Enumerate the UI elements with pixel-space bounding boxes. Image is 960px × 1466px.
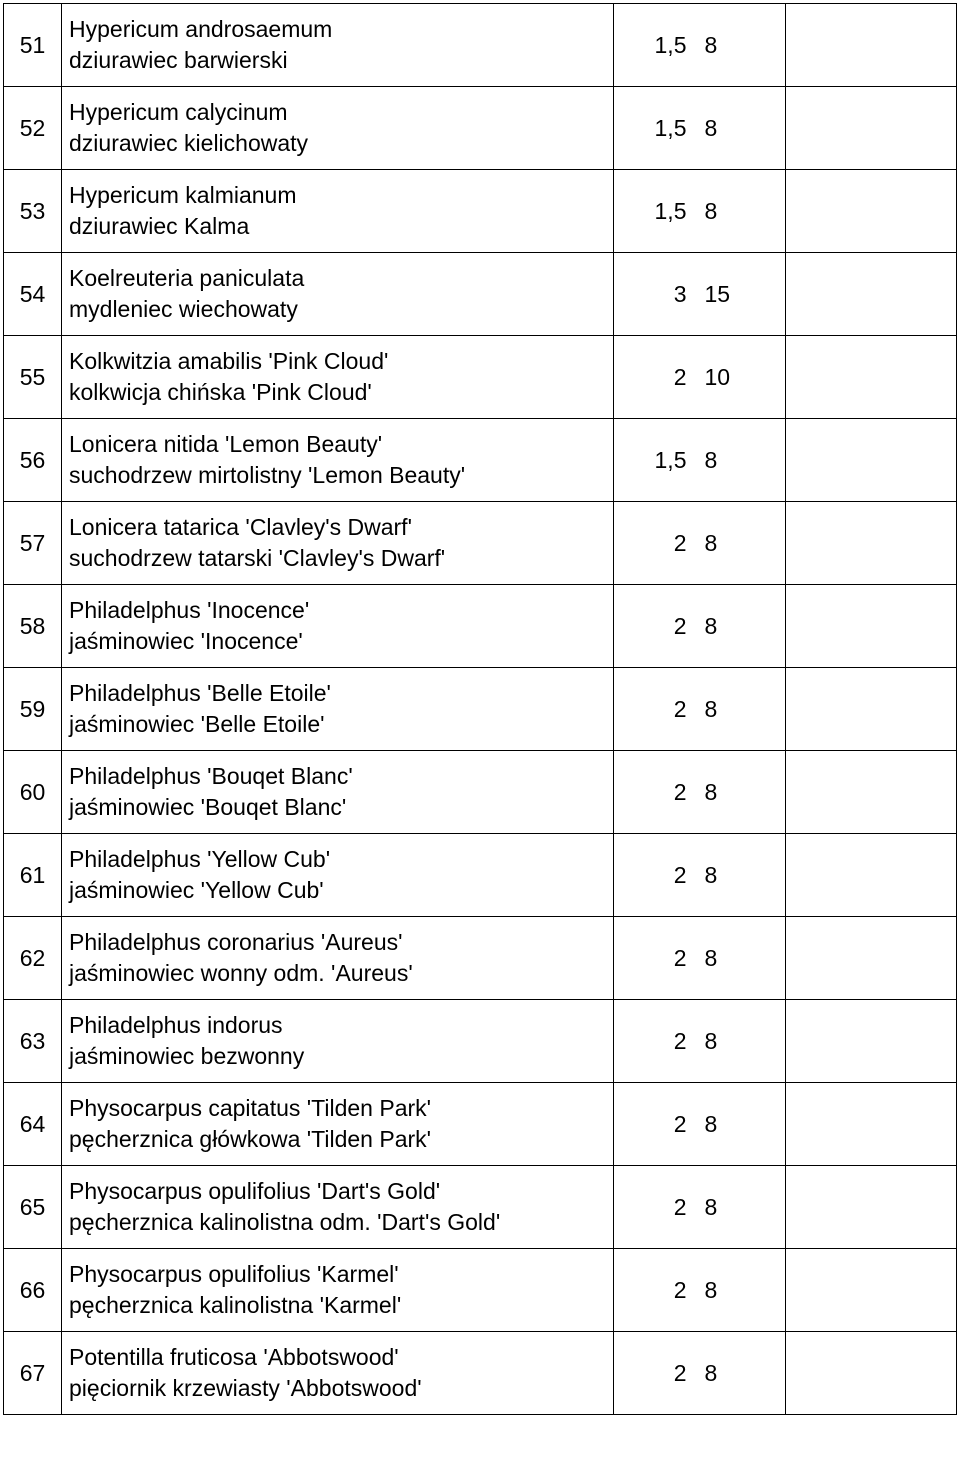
empty-cell	[786, 668, 957, 751]
polish-name: pęcherznica główkowa 'Tilden Park'	[69, 1126, 432, 1152]
row-number: 65	[4, 1166, 62, 1249]
polish-name: dziurawiec kielichowaty	[69, 130, 309, 156]
table-row	[4, 419, 957, 502]
table-row	[4, 336, 957, 419]
row-number: 53	[4, 170, 62, 253]
polish-name: pęcherznica kalinolistna 'Karmel'	[69, 1292, 402, 1318]
plant-name-cell	[62, 1000, 614, 1083]
empty-cell	[786, 87, 957, 170]
row-number: 62	[4, 917, 62, 1000]
empty-cell	[786, 917, 957, 1000]
plant-name-cell	[62, 87, 614, 170]
row-number: 66	[4, 1249, 62, 1332]
polish-name: pęcherznica kalinolistna odm. 'Dart's Gold'	[69, 1209, 501, 1235]
empty-cell	[786, 4, 957, 87]
empty-cell	[786, 1000, 957, 1083]
value-first: 2	[614, 1332, 695, 1415]
polish-name: pięciornik krzewiasty 'Abbotswood'	[69, 1375, 422, 1401]
table-row	[4, 170, 957, 253]
latin-name: Hypericum androsaemum	[69, 16, 333, 42]
value-first: 2	[614, 585, 695, 668]
latin-name: Lonicera tatarica 'Clavley's Dwarf'	[69, 514, 412, 540]
table-row	[4, 1249, 957, 1332]
empty-cell	[786, 419, 957, 502]
table-row	[4, 585, 957, 668]
value-second: 8	[695, 170, 786, 253]
latin-name: Lonicera nitida 'Lemon Beauty'	[69, 431, 383, 457]
value-first: 1,5	[614, 419, 695, 502]
value-first: 2	[614, 834, 695, 917]
polish-name: jaśminowiec bezwonny	[69, 1043, 305, 1069]
plant-name-cell	[62, 668, 614, 751]
value-second: 8	[695, 1166, 786, 1249]
latin-name: Philadelphus 'Bouqet Blanc'	[69, 763, 353, 789]
plant-name-cell	[62, 751, 614, 834]
value-first: 2	[614, 1083, 695, 1166]
row-number: 55	[4, 336, 62, 419]
value-first: 2	[614, 336, 695, 419]
row-number: 57	[4, 502, 62, 585]
plant-name-cell	[62, 253, 614, 336]
value-second: 8	[695, 1332, 786, 1415]
value-first: 2	[614, 502, 695, 585]
latin-name: Philadelphus coronarius 'Aureus'	[69, 929, 403, 955]
value-second: 8	[695, 834, 786, 917]
latin-name: Physocarpus opulifolius 'Dart's Gold'	[69, 1178, 441, 1204]
value-second: 8	[695, 917, 786, 1000]
polish-name: kolkwicja chińska 'Pink Cloud'	[69, 379, 372, 405]
latin-name: Philadelphus indorus	[69, 1012, 283, 1038]
table-row	[4, 668, 957, 751]
table-row	[4, 4, 957, 87]
value-first: 2	[614, 1000, 695, 1083]
plant-name-cell	[62, 336, 614, 419]
row-number: 54	[4, 253, 62, 336]
polish-name: jaśminowiec 'Inocence'	[69, 628, 303, 654]
value-second: 8	[695, 87, 786, 170]
table-row	[4, 87, 957, 170]
polish-name: mydleniec wiechowaty	[69, 296, 298, 322]
table-row	[4, 1332, 957, 1415]
plant-name-cell	[62, 1249, 614, 1332]
latin-name: Hypericum calycinum	[69, 99, 288, 125]
polish-name: jaśminowiec wonny odm. 'Aureus'	[69, 960, 413, 986]
value-first: 2	[614, 1249, 695, 1332]
value-first: 1,5	[614, 87, 695, 170]
value-second: 8	[695, 668, 786, 751]
latin-name: Kolkwitzia amabilis 'Pink Cloud'	[69, 348, 389, 374]
value-first: 2	[614, 1166, 695, 1249]
value-second: 8	[695, 585, 786, 668]
row-number: 52	[4, 87, 62, 170]
plant-name-cell	[62, 170, 614, 253]
row-number: 56	[4, 419, 62, 502]
row-number: 63	[4, 1000, 62, 1083]
table-row	[4, 751, 957, 834]
empty-cell	[786, 336, 957, 419]
plant-name-cell	[62, 834, 614, 917]
value-first: 2	[614, 751, 695, 834]
plant-name-cell	[62, 917, 614, 1000]
polish-name: dziurawiec Kalma	[69, 213, 250, 239]
polish-name: dziurawiec barwierski	[69, 47, 288, 73]
row-number: 67	[4, 1332, 62, 1415]
table-row	[4, 1083, 957, 1166]
empty-cell	[786, 751, 957, 834]
empty-cell	[786, 1166, 957, 1249]
latin-name: Hypericum kalmianum	[69, 182, 297, 208]
row-number: 51	[4, 4, 62, 87]
latin-name: Philadelphus 'Inocence'	[69, 597, 310, 623]
plant-name-cell	[62, 4, 614, 87]
empty-cell	[786, 170, 957, 253]
table-row	[4, 834, 957, 917]
empty-cell	[786, 834, 957, 917]
table-row	[4, 1000, 957, 1083]
value-second: 8	[695, 4, 786, 87]
row-number: 61	[4, 834, 62, 917]
polish-name: jaśminowiec 'Belle Etoile'	[69, 711, 325, 737]
polish-name: jaśminowiec 'Yellow Cub'	[69, 877, 324, 903]
plant-name-cell	[62, 1083, 614, 1166]
empty-cell	[786, 1249, 957, 1332]
value-second: 10	[695, 336, 786, 419]
row-number: 59	[4, 668, 62, 751]
latin-name: Philadelphus 'Belle Etoile'	[69, 680, 331, 706]
table-row	[4, 253, 957, 336]
latin-name: Physocarpus opulifolius 'Karmel'	[69, 1261, 399, 1287]
plant-name-cell	[62, 585, 614, 668]
value-second: 8	[695, 1000, 786, 1083]
value-first: 2	[614, 917, 695, 1000]
polish-name: suchodrzew tatarski 'Clavley's Dwarf'	[69, 545, 446, 571]
row-number: 64	[4, 1083, 62, 1166]
latin-name: Potentilla fruticosa 'Abbotswood'	[69, 1344, 399, 1370]
value-second: 15	[695, 253, 786, 336]
plant-name-cell	[62, 1166, 614, 1249]
value-second: 8	[695, 419, 786, 502]
empty-cell	[786, 1332, 957, 1415]
empty-cell	[786, 502, 957, 585]
latin-name: Physocarpus capitatus 'Tilden Park'	[69, 1095, 432, 1121]
table-row	[4, 502, 957, 585]
value-second: 8	[695, 502, 786, 585]
plant-name-cell	[62, 1332, 614, 1415]
row-number: 60	[4, 751, 62, 834]
value-second: 8	[695, 1249, 786, 1332]
latin-name: Koelreuteria paniculata	[69, 265, 305, 291]
table-row	[4, 917, 957, 1000]
table-body	[4, 4, 957, 1415]
empty-cell	[786, 1083, 957, 1166]
row-number: 58	[4, 585, 62, 668]
plant-name-cell	[62, 502, 614, 585]
table-row	[4, 1166, 957, 1249]
plant-table	[3, 3, 957, 1415]
value-first: 1,5	[614, 170, 695, 253]
polish-name: suchodrzew mirtolistny 'Lemon Beauty'	[69, 462, 466, 488]
value-first: 3	[614, 253, 695, 336]
value-first: 1,5	[614, 4, 695, 87]
empty-cell	[786, 253, 957, 336]
value-second: 8	[695, 751, 786, 834]
empty-cell	[786, 585, 957, 668]
value-first: 2	[614, 668, 695, 751]
plant-name-cell	[62, 419, 614, 502]
value-second: 8	[695, 1083, 786, 1166]
latin-name: Philadelphus 'Yellow Cub'	[69, 846, 331, 872]
polish-name: jaśminowiec 'Bouqet Blanc'	[69, 794, 347, 820]
